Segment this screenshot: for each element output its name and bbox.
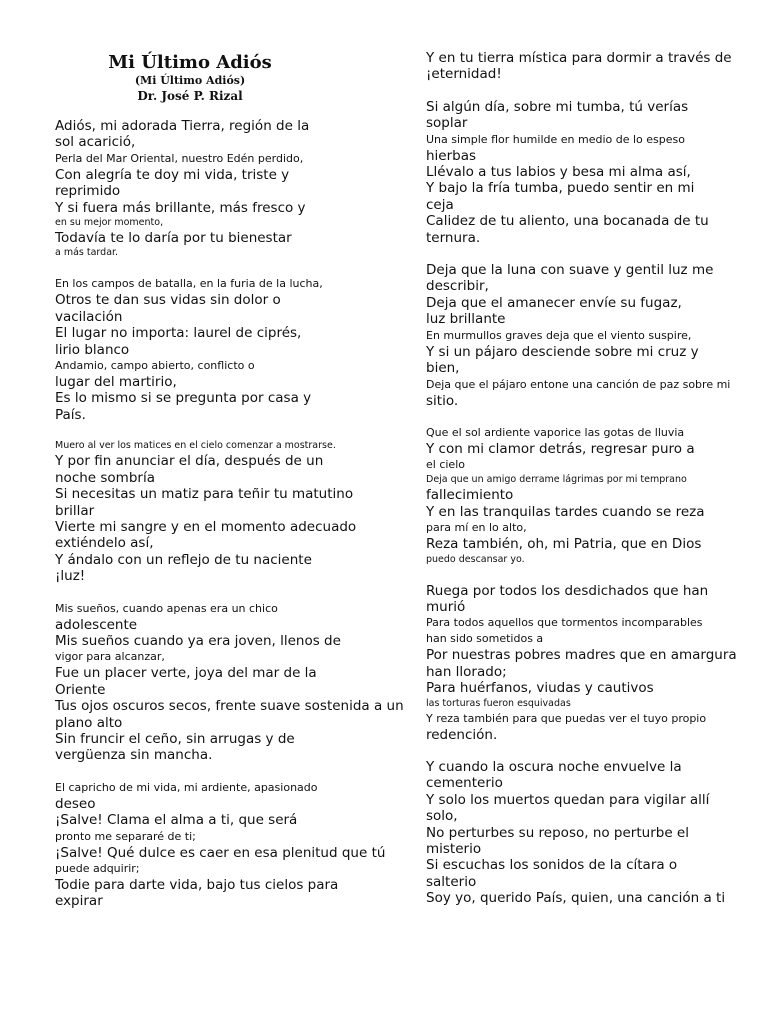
stanza-break [55, 764, 420, 780]
poem-line: Deja que el amanecer envíe su fugaz, [426, 294, 682, 311]
poem-line: solo, [426, 808, 458, 825]
poem-line: expirar [55, 893, 103, 910]
poem-line: ¡Salve! Clama el alma a ti, que será [55, 812, 298, 829]
poem-line: describir, [426, 278, 489, 295]
poem-line: Por nuestras pobres madres que en amargura [426, 647, 737, 664]
poem-line: Sin fruncir el ceño, sin arrugas y de [55, 730, 295, 747]
poem-line: vacilación [55, 308, 123, 325]
poem-line: Si necesitas un matiz para teñir tu matutino [55, 486, 354, 503]
poem-line: Y por fin anunciar el día, después de un [55, 453, 324, 470]
stanza-break [426, 567, 766, 583]
poem-line: Y con mi clamor detrás, regresar puro a [426, 440, 695, 457]
poem-line: Adiós, mi adorada Tierra, región de la [55, 118, 310, 134]
poem-line: ternura. [426, 229, 481, 246]
poem-line: Ruega por todos los desdichados que han [426, 582, 709, 599]
right-column [426, 50, 766, 907]
poem-line: El capricho de mi vida, mi ardiente, apasionado [55, 780, 318, 794]
stanza-break [426, 743, 766, 759]
left-column [55, 118, 420, 910]
poem-line: Que el sol ardiente vaporice las gotas de lluvia [426, 425, 685, 439]
poem-line: brillar [55, 502, 95, 519]
poem-line: deseo [55, 795, 96, 812]
poem-line: el cielo [426, 458, 465, 472]
poem-line: a más tardar. [55, 247, 119, 259]
stanza-break [426, 83, 766, 99]
poem-line: lirio blanco [55, 341, 130, 358]
poem-line: Para todos aquellos que tormentos incomparables [426, 616, 703, 630]
stanza-break [426, 409, 766, 425]
poem-line: Oriente [55, 681, 106, 698]
poem-line: lugar del martirio, [55, 374, 177, 391]
poem-line: Muero al ver los matices en el cielo comenzar a mostrarse. [55, 440, 336, 452]
stanza-break [426, 246, 766, 262]
poem-line: Deja que un amigo derrame lágrimas por mi temprano [426, 474, 687, 486]
poem-line: Y en tu tierra mística para dormir a través de [426, 50, 732, 66]
poem-line: misterio [426, 841, 482, 857]
poem-line: redención. [426, 726, 498, 743]
poem-line: extiéndelo así, [55, 535, 154, 552]
poem-line: luz brillante [426, 311, 506, 328]
poem-line: murió [426, 598, 466, 615]
poem-line: País. [55, 406, 86, 423]
poem-line: plano alto [55, 714, 123, 731]
poem-line: Una simple flor humilde en medio de lo espeso [426, 132, 685, 146]
poem-line: ceja [426, 196, 454, 213]
poem-line: Y si un pájaro desciende sobre mi cruz y [426, 343, 699, 360]
poem-line: Mis sueños, cuando apenas era un chico [55, 601, 278, 615]
poem-line: puede adquirir; [55, 862, 140, 875]
poem-line: ¡Salve! Qué dulce es caer en esa plenitud que tú [55, 844, 386, 861]
poem-line: puedo descansar yo. [426, 553, 525, 565]
poem-line: adolescente [55, 616, 138, 633]
poem-line: Deja que el pájaro entone una canción de paz sobre mi [426, 377, 731, 391]
poem-line: pronto me separaré de ti; [55, 829, 196, 843]
poem-line: Y si fuera más brillante, más fresco y [55, 199, 306, 216]
poem-author: Dr. José P. Rizal [137, 89, 243, 103]
poem-line: Es lo mismo si se pregunta por casa y [55, 390, 312, 407]
poem-line: Tus ojos oscuros secos, frente suave sostenida a un [55, 698, 404, 715]
stanza-break [55, 585, 420, 601]
poem-line: sol acarició, [55, 134, 136, 151]
poem-line: Todie para darte vida, bajo tus cielos para [55, 877, 339, 893]
poem-line: Perla del Mar Oriental, nuestro Edén perdido, [55, 151, 304, 165]
poem-line: Andamio, campo abierto, conflicto o [55, 359, 255, 373]
poem-line: No perturbes su reposo, no perturbe el [426, 824, 689, 841]
poem-line: noche sombría [55, 469, 155, 486]
stanza-break [55, 260, 420, 276]
poem-line: las torturas fueron esquivadas [426, 697, 571, 709]
poem-line: Para huérfanos, viudas y cautivos [426, 680, 654, 697]
poem-line: ¡eternidad! [426, 66, 502, 83]
poem-line: Y solo los muertos quedan para vigilar allí [426, 791, 710, 808]
poem-line: En los campos de batalla, en la furia de la lucha, [55, 277, 323, 291]
poem-line: han llorado; [426, 663, 507, 680]
poem-line: han sido sometidos a [426, 632, 544, 646]
poem-line: Soy yo, querido País, quien, una canción a ti [426, 890, 726, 907]
poem-line: Y ándalo con un reflejo de tu naciente [55, 551, 312, 568]
poem-line: salterio [426, 873, 477, 890]
poem-line: hierbas [426, 147, 477, 164]
poem-line: Con alegría te doy mi vida, triste y [55, 166, 290, 183]
poem-line: Vierte mi sangre y en el momento adecuado [55, 518, 357, 535]
poem-line: Si escuchas los sonidos de la cítara o [426, 857, 678, 874]
poem-line: Calidez de tu aliento, una bocanada de tu [426, 213, 709, 230]
poem-title: Mi Último Adiós [108, 52, 272, 73]
poem-line: sitio. [426, 392, 459, 409]
poem-line: Llévalo a tus labios y besa mi alma así, [426, 164, 691, 181]
poem-line: Y bajo la fría tumba, puedo sentir en mi [426, 180, 695, 197]
poem-line: para mí en lo alto, [426, 521, 527, 535]
poem-subtitle: (Mi Último Adiós) [134, 74, 246, 87]
poem-line: reprimido [55, 183, 121, 200]
poem-line: Todavía te lo daría por tu bienestar [55, 230, 292, 247]
poem-line: En murmullos graves deja que el viento suspire, [426, 328, 692, 342]
poem-line: Y cuando la oscura noche envuelve la [426, 758, 682, 775]
poem-line: cementerio [426, 775, 503, 792]
poem-line: Si algún día, sobre mi tumba, tú verías [426, 98, 689, 115]
poem-line: Y reza también para que puedas ver el tuyo propio [426, 711, 707, 725]
poem-line: El lugar no importa: laurel de ciprés, [55, 325, 302, 342]
poem-line: Reza también, oh, mi Patria, que en Dios [426, 536, 702, 553]
poem-line: ¡luz! [55, 568, 86, 585]
poem-line: Mis sueños cuando ya era joven, llenos de [55, 632, 341, 649]
poem-line: vergüenza sin mancha. [55, 747, 213, 764]
stanza-break [55, 423, 420, 439]
poem-line: Y en las tranquilas tardes cuando se reza [426, 503, 705, 520]
poem-line: soplar [426, 115, 468, 132]
poem-line: Deja que la luna con suave y gentil luz me [426, 262, 714, 279]
poem-line: fallecimiento [426, 487, 514, 504]
poem-line: bien, [426, 360, 460, 377]
poem-line: Fue un placer verte, joya del mar de la [55, 665, 317, 682]
title-block [100, 52, 280, 104]
poem-line: vigor para alcanzar, [55, 650, 165, 664]
poem-line: Otros te dan sus vidas sin dolor o [55, 292, 281, 309]
poem-line: en su mejor momento, [55, 217, 164, 229]
